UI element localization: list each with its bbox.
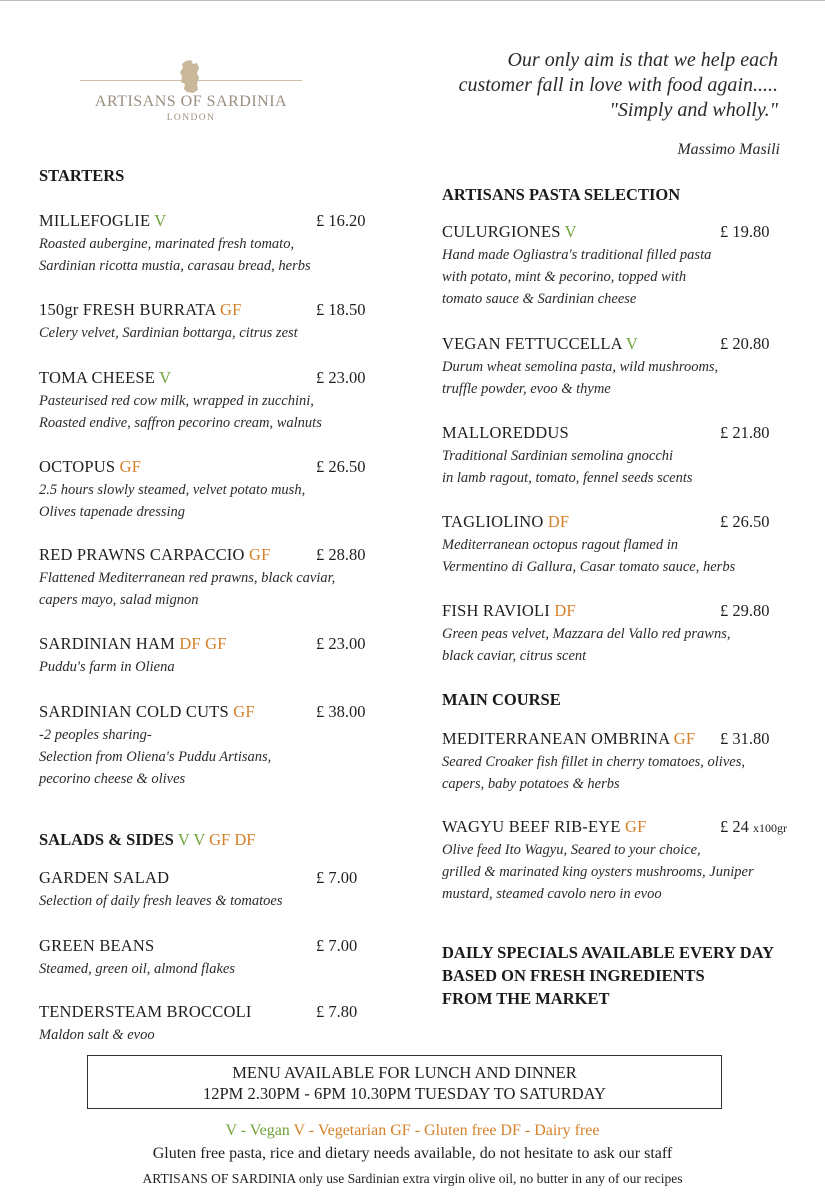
menu-item-title: SARDINIAN HAM xyxy=(39,634,175,653)
diet-tag: V xyxy=(564,222,577,241)
hours-line: MENU AVAILABLE FOR LUNCH AND DINNER xyxy=(232,1063,577,1082)
menu-item-description: Olive feed Ito Wagyu, Seared to your choice, xyxy=(442,842,701,858)
menu-item-price: £ 23.00 xyxy=(316,634,366,653)
menu-item-row xyxy=(442,222,770,244)
diet-tag: GF xyxy=(209,830,231,849)
menu-item-description: Flattened Mediterranean red prawns, black caviar, xyxy=(39,570,336,586)
daily-specials xyxy=(442,941,774,1010)
menu-item-row xyxy=(442,729,770,751)
menu-item-title: OCTOPUS xyxy=(39,457,116,476)
dietary-legend xyxy=(0,1122,825,1140)
diet-tag: GF xyxy=(119,457,142,476)
diet-tag: DF xyxy=(179,634,201,653)
legend-entry: GF - Gluten free xyxy=(390,1122,497,1139)
quote-line: "Simply and wholly." xyxy=(609,99,778,121)
diet-tag: GF xyxy=(625,817,647,836)
menu-item-description: with potato, mint & pecorino, topped with xyxy=(442,269,687,285)
menu-item xyxy=(39,1002,358,1046)
menu-item xyxy=(442,334,770,400)
menu-item-name xyxy=(442,222,577,241)
menu-item xyxy=(39,936,358,980)
menu-item-description: Green peas velvet, Mazzara del Vallo red prawns, xyxy=(442,626,731,642)
quote-line: customer fall in love with food again..... xyxy=(458,74,778,96)
menu-item-title: GARDEN SALAD xyxy=(39,868,170,887)
menu-item-name xyxy=(39,545,270,564)
menu-item-description: pecorino cheese & olives xyxy=(39,771,186,787)
quote-author: Massimo Masili xyxy=(677,141,780,158)
menu-item xyxy=(442,512,770,578)
diet-tag: GF xyxy=(205,634,227,653)
menu-item-description: tomato sauce & Sardinian cheese xyxy=(442,291,637,307)
menu-item-description: Vermentino di Gallura, Casar tomato sauce, herbs xyxy=(442,559,736,575)
menu-item-price: £ 31.80 xyxy=(720,729,770,748)
menu-item-description: Pasteurised red cow milk, wrapped in zucchini, xyxy=(39,393,314,409)
olive-oil-note: ARTISANS OF SARDINIA only use Sardinian extra virgin olive oil, no butter in any of our recipes xyxy=(142,1171,683,1186)
salads-heading xyxy=(39,830,255,850)
quote-line: Our only aim is that we help each xyxy=(507,49,778,71)
menu-item-name xyxy=(39,868,169,887)
menu-item-description: Mediterranean octopus ragout flamed in xyxy=(442,537,679,553)
menu-item-title: 150gr FRESH BURRATA xyxy=(39,300,216,319)
menu-item-price: £ 16.20 xyxy=(316,211,366,230)
menu-item-title: MALLOREDDUS xyxy=(442,423,569,442)
menu-item-title: MILLEFOGLIE xyxy=(39,211,151,230)
main-course-heading: MAIN COURSE xyxy=(442,690,561,709)
menu-item-row xyxy=(442,512,770,534)
menu-item xyxy=(39,702,366,790)
menu-item-row xyxy=(39,211,366,233)
menu-item xyxy=(39,457,366,523)
menu-item-description: Durum wheat semolina pasta, wild mushrooms, xyxy=(442,359,719,375)
menu-item-name xyxy=(39,1002,252,1021)
menu-item-row xyxy=(442,601,770,623)
menu-item xyxy=(442,729,770,795)
menu-item-price: £ 20.80 xyxy=(720,334,770,353)
salads-heading-tags xyxy=(178,830,256,849)
menu-item-description: Celery velvet, Sardinian bottarga, citrus zest xyxy=(39,325,298,341)
menu-item-row xyxy=(39,1002,358,1024)
menu-item-description: -2 peoples sharing- xyxy=(39,727,152,743)
menu-item-name xyxy=(442,729,695,748)
menu-item-description: Seared Croaker fish fillet in cherry tomatoes, olives, xyxy=(442,754,745,770)
menu-item-description: capers, baby potatoes & herbs xyxy=(442,776,620,792)
menu-item-description: Hand made Ogliastra's traditional filled pasta xyxy=(442,247,712,263)
menu-item-description: Maldon salt & evoo xyxy=(39,1027,155,1043)
legend-entry: V - Vegan xyxy=(225,1122,290,1139)
menu-item-price: £ 7.00 xyxy=(316,936,358,955)
menu-item xyxy=(39,868,358,912)
menu-item-description: Selection from Oliena's Puddu Artisans, xyxy=(39,749,272,765)
menu-item-description: Olives tapenade dressing xyxy=(39,504,186,520)
menu-item-row xyxy=(39,457,366,479)
menu-item-description: mustard, steamed cavolo nero in evoo xyxy=(442,886,662,902)
menu-item-name xyxy=(442,334,638,353)
menu-item-row xyxy=(442,334,770,356)
menu-item-row xyxy=(39,702,366,724)
sardinia-island-icon xyxy=(177,60,201,94)
top-border xyxy=(0,0,825,1)
menu-item-name xyxy=(39,368,171,387)
menu-item-price: £ 29.80 xyxy=(720,601,770,620)
menu-item-title: RED PRAWNS CARPACCIO xyxy=(39,545,245,564)
specials-line: DAILY SPECIALS AVAILABLE EVERY DAY xyxy=(442,943,774,962)
menu-item xyxy=(39,368,366,434)
menu-item-title: TOMA CHEESE xyxy=(39,368,156,387)
menu-item-title: TAGLIOLINO xyxy=(442,512,544,531)
menu-item-price: £ 19.80 xyxy=(720,222,770,241)
menu-item-title: MEDITERRANEAN OMBRINA xyxy=(442,729,670,748)
quote xyxy=(398,48,778,123)
specials-line: FROM THE MARKET xyxy=(442,989,610,1008)
menu-item-price: £ 21.80 xyxy=(720,423,770,442)
diet-tag: V xyxy=(177,830,190,849)
diet-tag: GF xyxy=(248,545,271,564)
opening-hours-box xyxy=(87,1055,722,1109)
menu-item-description: 2.5 hours slowly steamed, velvet potato mush, xyxy=(39,482,306,498)
menu-item-row xyxy=(39,868,358,890)
menu-item xyxy=(39,300,366,344)
menu-item-description: grilled & marinated king oysters mushrooms, Juniper xyxy=(442,864,754,880)
menu-item-row xyxy=(39,300,366,322)
menu-item-name xyxy=(39,634,227,653)
menu-item-description: Traditional Sardinian semolina gnocchi xyxy=(442,448,674,464)
menu-item xyxy=(39,211,366,277)
menu-item-name xyxy=(442,601,576,620)
brand-name: ARTISANS OF SARDINIA xyxy=(94,93,288,110)
menu-item-description: capers mayo, salad mignon xyxy=(39,592,199,608)
diet-tag: GF xyxy=(673,729,696,748)
menu-item-description: Roasted endive, saffron pecorino cream, walnuts xyxy=(39,415,322,431)
brand-city: LONDON xyxy=(166,113,216,123)
menu-item-description: Steamed, green oil, almond flakes xyxy=(39,961,235,977)
menu-item-title: WAGYU BEEF RIB-EYE xyxy=(442,817,621,836)
pasta-heading: ARTISANS PASTA SELECTION xyxy=(442,185,681,204)
menu-item-name xyxy=(442,423,569,442)
legend-entry: DF - Dairy free xyxy=(500,1122,600,1139)
menu-item-title: FISH RAVIOLI xyxy=(442,601,550,620)
menu-item-name xyxy=(442,817,647,836)
menu-item-title: VEGAN FETTUCCELLA xyxy=(442,334,622,353)
dietary-note: Gluten free pasta, rice and dietary needs available, do not hesitate to ask our staff xyxy=(152,1145,673,1162)
menu-item-description: black caviar, citrus scent xyxy=(442,648,587,664)
menu-item-name xyxy=(442,512,569,531)
menu-item xyxy=(442,423,770,489)
diet-tag: V xyxy=(625,334,639,353)
menu-item-price: £ 18.50 xyxy=(316,300,366,319)
menu-item-name xyxy=(39,457,141,476)
hours-line: 12PM 2.30PM - 6PM 10.30PM TUESDAY TO SATURDAY xyxy=(203,1084,606,1103)
menu-item xyxy=(442,601,770,667)
menu-item-name xyxy=(39,936,154,955)
menu-item-row xyxy=(39,634,366,656)
price-unit: x100gr xyxy=(753,821,787,835)
menu-item-row xyxy=(39,368,366,390)
menu-item-price: £ 23.00 xyxy=(316,368,366,387)
menu-item-description: Sardinian ricotta mustia, carasau bread, herbs xyxy=(39,258,311,274)
menu-item-name xyxy=(39,300,242,319)
salads-heading-text: SALADS & SIDES xyxy=(39,830,174,849)
menu-item-row xyxy=(442,817,787,839)
menu-item-row xyxy=(39,545,366,567)
diet-tag: V xyxy=(154,211,167,230)
starters-heading: STARTERS xyxy=(39,166,125,185)
menu-item-price: £ 7.00 xyxy=(316,868,358,887)
menu-item-row xyxy=(39,936,358,958)
menu-item-name xyxy=(39,211,166,230)
menu-item-name xyxy=(39,702,255,721)
menu-item-description: Selection of daily fresh leaves & tomatoes xyxy=(39,893,283,909)
menu-item-price: £ 38.00 xyxy=(316,702,366,721)
diet-tag: DF xyxy=(547,512,570,531)
diet-tag: GF xyxy=(233,702,255,721)
diet-tag: V xyxy=(159,368,172,387)
menu-item-price: £ 26.50 xyxy=(316,457,366,476)
menu-item xyxy=(442,817,787,905)
menu-item-title: GREEN BEANS xyxy=(39,936,155,955)
menu-item-description: in lamb ragout, tomato, fennel seeds scents xyxy=(442,470,693,486)
legend-entry: V - Vegetarian xyxy=(293,1122,387,1139)
diet-tag: DF xyxy=(234,830,256,849)
diet-tag: GF xyxy=(220,300,242,319)
menu-item-title: SARDINIAN COLD CUTS xyxy=(39,702,229,721)
menu-item-title: CULURGIONES xyxy=(442,222,561,241)
diet-tag: V xyxy=(193,830,205,849)
menu-item xyxy=(39,545,366,611)
menu-item-price: £ 28.80 xyxy=(316,545,366,564)
menu-item-row xyxy=(442,423,770,445)
menu-item-price: £ 7.80 xyxy=(316,1002,358,1021)
menu-item xyxy=(39,634,366,678)
menu-item-price: £ 26.50 xyxy=(720,512,770,531)
menu-item-price: £ 24 x100gr xyxy=(720,817,787,836)
specials-line: BASED ON FRESH INGREDIENTS xyxy=(442,966,705,985)
menu-item-title: TENDERSTEAM BROCCOLI xyxy=(39,1002,252,1021)
menu-item-description: truffle powder, evoo & thyme xyxy=(442,381,611,397)
menu-item-description: Puddu's farm in Oliena xyxy=(39,659,175,675)
menu-item-description: Roasted aubergine, marinated fresh tomato, xyxy=(39,236,295,252)
diet-tag: DF xyxy=(554,601,576,620)
menu-item xyxy=(442,222,770,310)
